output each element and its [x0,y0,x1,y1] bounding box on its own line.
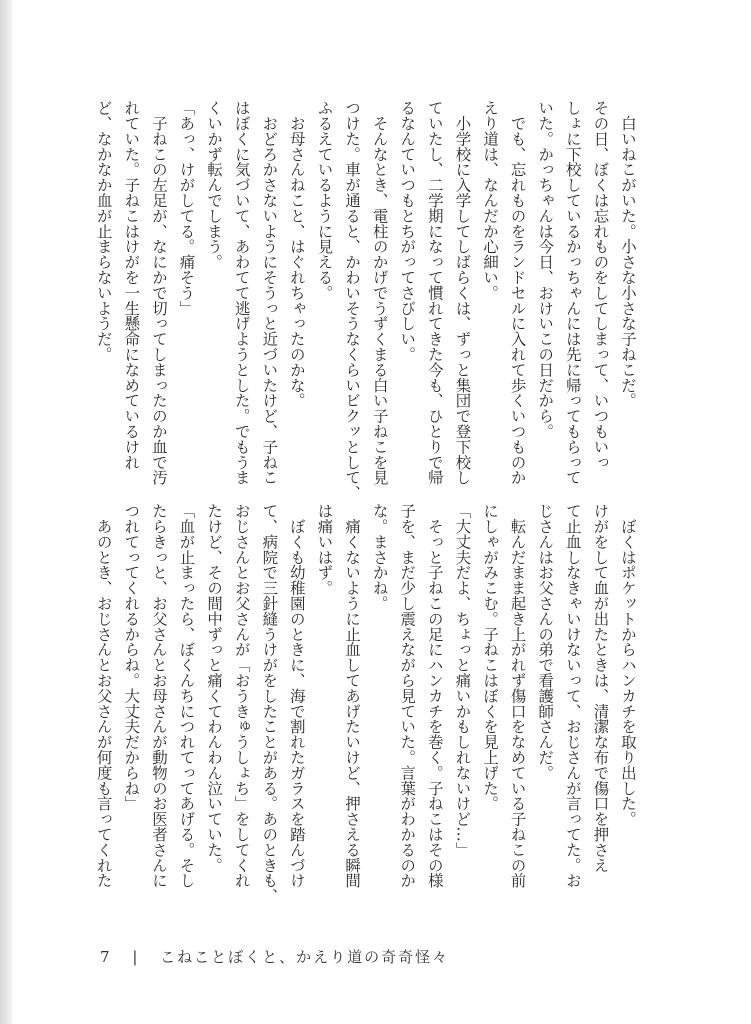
text-column: くいかず転んでしまう。 [205,100,224,270]
footer-separator: | [132,948,140,966]
text-column: 子を、まだ少し震えながら見ていた。言葉がわかるのか [398,503,417,888]
text-column: ど、なかなか血が止まらないようだ。 [94,100,113,362]
text-column: 白いねこがいた。小さな小さな子ねこだ。 [619,100,637,408]
page-edge [0,0,12,1024]
text-column: ぼくも幼稚園のときに、海で割れたガラスを踏んづけ [287,503,306,888]
text-column: 痛くないように止血してあげたいけど、押さえる瞬間 [343,503,362,888]
page-footer [100,946,463,967]
text-column: つれてってくれるからね。大丈夫だからね」 [122,503,141,811]
text-column: て、病院で三針縫うけがをしたことがある。あのときも、 [260,503,279,904]
book-title: こねことぼくと、かえり道の奇奇怪々 [160,948,450,966]
text-column: おどろかさないようにそうっと近づいたけど、子ねこ [260,100,279,485]
text-column: はぼくに気づいて、あわてて逃げようとした。でもうま [232,100,251,485]
text-column: おじさんとお父さんが「おうきゅうしょち」をしてくれ [232,503,251,888]
text-column: そんなとき、電柱のかげでうずくまる白い子ねこを見 [370,100,389,485]
text-column: るなんていつもとちがってさびしい。 [398,100,417,362]
text-column: じさんはお父さんの弟で看護師さんだ。 [536,503,555,781]
text-column: けがをして血が出たときは、清潔な布で傷口を押さえ [591,503,610,873]
text-column: いた。かっちゃんは今日、おけいこの日だから。 [536,100,555,439]
text-column: その日、ぼくは忘れものをしてしまって、いつもいっ [591,100,610,470]
text-column: 転んだまま起き上がれず傷口をなめている子ねこの前 [508,503,527,888]
text-block-bottom [89,503,641,913]
text-column: て止血しなきゃいけないって、おじさんが言ってた。お [563,503,582,888]
text-column: そっと子ねこの足にハンカチを巻く。子ねこはその様 [425,503,444,888]
text-column: は痛いはず。 [315,503,334,596]
text-column: えり道は、なんだか心細い。 [481,100,500,301]
text-column: お母さんねこと、はぐれちゃったのかな。 [287,100,306,408]
text-block-top [89,100,641,500]
text-column: にしゃがみこむ。子ねこはぼくを見上げた。 [481,503,500,811]
text-column: 子ねこの左足が、なにかで切ってしまったのか血で汚 [149,100,168,485]
text-column: つけた。車が通ると、かわいそうなくらいビクッとして、 [343,100,362,501]
text-column: ふるえているように見える。 [315,100,334,301]
text-column: れていた。子ねこはけがを一生懸命になめているけれ [122,100,141,470]
text-column: あのとき、おじさんとお父さんが何度も言ってくれた [94,503,113,888]
text-column: な。まさかね。 [370,503,389,611]
text-column: 「血が止まったら、ぼくんちにつれてってあげる。そし [177,503,196,888]
text-column: しょに下校しているかっちゃんには先に帰ってもらって [563,100,582,485]
text-column: たらきっと、お父さんとお母さんが動物のお医者さんに [149,503,168,888]
text-column: 「大丈夫だよ、ちょっと痛いかもしれないけど…」 [453,503,472,858]
text-column: 「あっ、けがしてる。痛そう」 [177,100,196,316]
text-column: ぼくはポケットからハンカチを取り出した。 [619,503,637,827]
text-column: 小学校に入学してしばらくは、ずっと集団で登下校し [453,100,472,485]
text-column: たけど、その間中ずっと痛くてわんわん泣いていた。 [205,503,224,873]
page-number: 7 [100,948,112,966]
text-column: でも、忘れものをランドセルに入れて歩くいつものか [508,100,527,485]
text-column: ていたし、二学期になって慣れてきた今も、ひとりで帰 [425,100,444,485]
